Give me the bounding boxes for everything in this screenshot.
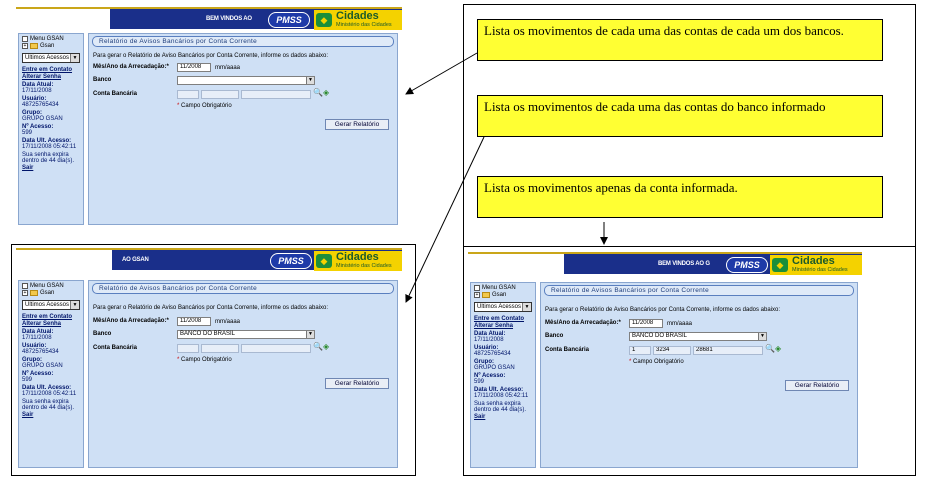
agency-input[interactable]: 1 [629,346,651,355]
recent-access-select[interactable]: Ultimos Acessos ▼ [22,53,80,63]
password-expiry-text-2: dentro de 44 dia(s). [474,407,527,413]
group-label: Grupo: [22,110,42,116]
current-date-value: 17/11/2008 [22,335,52,341]
group-value: GRUPO GSAN [22,363,63,369]
access-count-label: Nº Acesso: [22,371,54,377]
month-format-hint: mm/aaaa [215,319,241,325]
ministry-flag-icon: ◆ [772,258,788,272]
ministry-flag-icon: ◆ [316,254,332,268]
callout-bank-informed: Lista os movimentos de cada uma das contas do banco informado [477,95,883,137]
change-password-link[interactable]: Alterar Senha [22,74,62,80]
logout-link[interactable]: Sair [22,165,34,171]
page-title: Relatório de Avisos Bancários por Conta Corrente [92,283,394,294]
expand-icon[interactable]: + [23,43,27,49]
user-value: 48725765434 [474,351,511,357]
change-password-link[interactable]: Alterar Senha [22,321,62,327]
access-count-label: Nº Acesso: [22,124,54,130]
search-icon[interactable]: 🔍 [313,342,323,351]
gsan-folder-item[interactable]: + Gsan [23,290,55,296]
callout-account-informed: Lista os movimentos apenas da conta informada. [477,176,883,218]
access-count-value: 599 [22,130,33,136]
recent-access-select[interactable]: Ultimos Acessos ▼ [474,302,532,312]
account-input[interactable]: 3234 [653,346,691,355]
arrow-to-screen-2 [406,137,484,302]
eraser-icon[interactable]: ◈ [775,344,782,353]
intro-text: Para gerar o Relatório de Aviso Bancários por Conta Corrente, informe os dados abaixo: [93,53,329,59]
required-note: * Campo Obrigatório [177,103,232,109]
last-access-label: Data Ult. Acesso: [474,387,524,393]
generate-report-button[interactable]: Gerar Relatório [325,378,389,389]
group-label: Grupo: [474,359,494,365]
last-access-value: 17/11/2008 05:42:11 [474,393,529,399]
chevron-down-icon: ▼ [306,77,314,84]
month-label: Mês/Ano da Arrecadação:* [545,320,621,326]
chevron-down-icon: ▼ [758,333,766,340]
current-date-value: 17/11/2008 [22,88,52,94]
month-year-input[interactable]: 11/2008 [177,63,211,72]
logout-link[interactable]: Sair [474,414,486,420]
chevron-down-icon: ▼ [70,54,79,62]
logout-link[interactable]: Sair [22,412,34,418]
generate-report-button[interactable]: Gerar Relatório [785,380,849,391]
month-label: Mês/Ano da Arrecadação:* [93,64,169,70]
eraser-icon[interactable]: ◈ [323,342,330,351]
last-access-label: Data Ult. Acesso: [22,385,72,391]
expand-icon[interactable]: + [475,292,479,298]
change-password-link[interactable]: Alterar Senha [474,323,514,329]
user-value: 48725765434 [22,349,59,355]
month-year-input[interactable]: 11/2008 [177,317,211,326]
intro-text: Para gerar o Relatório de Aviso Bancários por Conta Corrente, informe os dados abaixo: [545,307,781,313]
chevron-down-icon: ▼ [70,301,79,309]
account-number-input[interactable]: 28681 [693,346,763,355]
welcome-text: BEM VINDOS AO G [658,261,710,267]
menu-gsan-item[interactable]: Menu GSAN [474,285,532,291]
current-date-label: Data Atual: [474,331,506,337]
month-year-input[interactable]: 11/2008 [629,319,663,328]
access-count-value: 599 [474,379,485,385]
pmss-logo: PMSS [268,12,310,28]
search-icon[interactable]: 🔍 [313,88,323,97]
required-note: * Campo Obrigatório [629,359,684,365]
user-value: 48725765434 [22,102,59,108]
group-value: GRUPO GSAN [474,365,515,371]
account-label: Conta Bancária [545,347,590,353]
password-expiry-text: Sua senha expira [474,401,521,407]
page-title: Relatório de Avisos Bancários por Conta Corrente [544,285,854,296]
bank-label: Banco [93,331,112,337]
generate-report-button[interactable]: Gerar Relatório [325,119,389,130]
ministry-logo: ◆ Cidades Ministério das Cidades [314,10,402,30]
contact-link[interactable]: Entre em Contato [22,314,73,320]
expand-icon[interactable]: + [23,290,27,296]
callout-all-banks: Lista os movimentos de cada uma das contas de cada um dos bancos. [477,19,883,61]
group-label: Grupo: [22,357,42,363]
current-date-label: Data Atual: [22,329,54,335]
eraser-icon[interactable]: ◈ [323,88,330,97]
gsan-folder-item[interactable]: + Gsan [23,43,55,49]
page-title: Relatório de Avisos Bancários por Conta Corrente [92,36,394,47]
user-label: Usuário: [22,96,47,102]
month-label: Mês/Ano da Arrecadação:* [93,318,169,324]
bank-select[interactable]: BANCO DO BRASIL ▼ [177,330,315,339]
user-label: Usuário: [22,343,47,349]
welcome-text: AO GSAN [122,257,149,263]
password-expiry-text: Sua senha expira [22,152,69,158]
menu-gsan-item[interactable]: Menu GSAN [22,283,80,289]
group-value: GRUPO GSAN [22,116,63,122]
search-icon[interactable]: 🔍 [765,344,775,353]
current-date-label: Data Atual: [22,82,54,88]
month-format-hint: mm/aaaa [215,65,241,71]
chevron-down-icon: ▼ [522,303,531,311]
last-access-label: Data Ult. Acesso: [22,138,72,144]
recent-access-select[interactable]: Ultimos Acessos ▼ [22,300,80,310]
last-access-value: 17/11/2008 05:42:11 [22,391,77,397]
user-label: Usuário: [474,345,499,351]
bank-label: Banco [93,77,112,83]
contact-link[interactable]: Entre em Contato [22,67,73,73]
month-format-hint: mm/aaaa [667,321,693,327]
bank-select[interactable]: BANCO DO BRASIL ▼ [629,332,767,341]
chevron-down-icon: ▼ [306,331,314,338]
welcome-text: BEM VINDOS AO [206,16,252,22]
bank-label: Banco [545,333,564,339]
contact-link[interactable]: Entre em Contato [474,316,525,322]
ministry-logo: ◆ Cidades Ministério das Cidades [314,251,402,271]
pmss-logo: PMSS [726,257,768,273]
password-expiry-text-2: dentro de 44 dia(s). [22,405,75,411]
menu-gsan-item[interactable]: Menu GSAN [22,36,80,42]
arrow-to-screen-1 [406,53,477,94]
password-expiry-text-2: dentro de 44 dia(s). [22,158,75,164]
current-date-value: 17/11/2008 [474,337,504,343]
account-label: Conta Bancária [93,345,138,351]
intro-text: Para gerar o Relatório de Aviso Bancários por Conta Corrente, informe os dados abaixo: [93,305,329,311]
last-access-value: 17/11/2008 05:42:11 [22,144,77,150]
required-note: * Campo Obrigatório [177,357,232,363]
gsan-folder-item[interactable]: + Gsan [475,292,507,298]
pmss-logo: PMSS [270,253,312,269]
ministry-flag-icon: ◆ [316,13,332,27]
access-count-label: Nº Acesso: [474,373,506,379]
access-count-value: 599 [22,377,33,383]
password-expiry-text: Sua senha expira [22,399,69,405]
ministry-logo: ◆ Cidades Ministério das Cidades [770,255,862,275]
account-label: Conta Bancária [93,91,138,97]
